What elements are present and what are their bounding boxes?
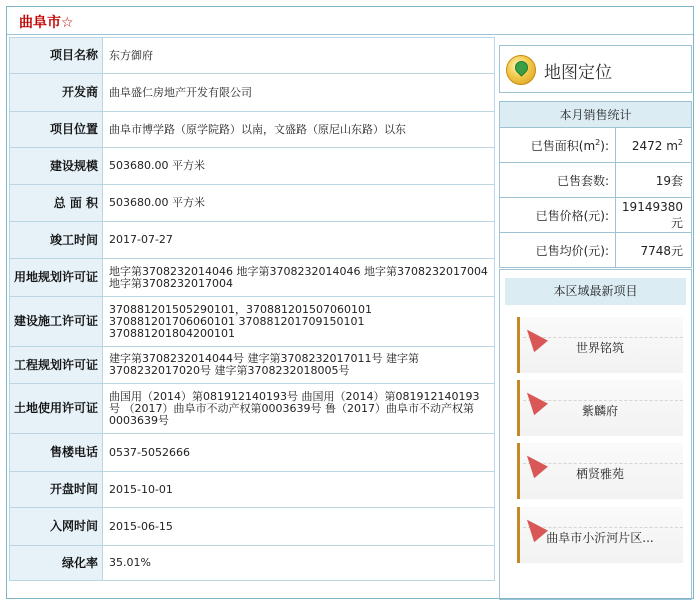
project-card[interactable] xyxy=(517,317,683,373)
row-completion xyxy=(10,222,495,259)
value-green-rate: 35.01% xyxy=(103,546,495,581)
avg-price-label: 已售均价(元): xyxy=(500,233,616,268)
value-land-planning-permit: 地字第3708232014046 地字第3708232014046 地字第3708232017004 地字第3708232017004 xyxy=(103,259,495,297)
row-total-area xyxy=(10,185,495,222)
sold-area-label-sup: 2 xyxy=(595,137,601,147)
value-location: 曲阜市博学路（原学院路）以南，文盛路（原尼山东路）以东 xyxy=(103,112,495,148)
label-location: 项目位置 xyxy=(10,112,103,148)
sold-area-value-sup: 2 xyxy=(677,137,683,147)
sold-units-value: 19套 xyxy=(616,163,692,198)
label-sales-phone: 售楼电话 xyxy=(10,434,103,472)
value-developer: 曲阜盛仁房地产开发有限公司 xyxy=(103,74,495,112)
value-construction-permit: 370881201505290101，370881201507060101 370881201706060101 370881201709150101 370881201804200101 xyxy=(103,297,495,347)
sold-area-value-text: 2472 m xyxy=(631,138,678,153)
project-card[interactable] xyxy=(517,443,683,499)
project-name: 栖贤雅苑 xyxy=(575,467,624,481)
label-engineering-permit: 工程规划许可证 xyxy=(10,347,103,384)
value-sales-phone: 0537-5052666 xyxy=(103,434,495,472)
sales-title: 本月销售统计 xyxy=(500,102,692,128)
value-land-use-permit: 曲国用（2014）第081912140193号 曲国用（2014）第081912140193号 （2017）曲阜市不动产权第0003639号 鲁（2017）曲阜市不动产权第0003639号 xyxy=(103,384,495,434)
project-card[interactable] xyxy=(517,380,683,436)
sold-area-label-text: 已售面积(m xyxy=(530,138,596,153)
label-land-use-permit: 土地使用许可证 xyxy=(10,384,103,434)
map-globe-icon xyxy=(506,55,536,85)
value-engineering-permit: 建字第3708232014044号 建字第3708232017011号 建字第3708232017020号 建字第3708232018005号 xyxy=(103,347,495,384)
new-projects-panel xyxy=(499,269,692,600)
monthly-sales-table xyxy=(499,101,692,268)
sold-area-value xyxy=(616,128,692,163)
value-listing-date: 2015-06-15 xyxy=(103,508,495,546)
sold-area-label xyxy=(500,128,616,163)
row-land-planning-permit xyxy=(10,259,495,297)
value-build-scale: 503680.00 平方米 xyxy=(103,148,495,185)
row-build-scale xyxy=(10,148,495,185)
label-total-area: 总 面 积 xyxy=(10,185,103,222)
sold-price-label: 已售价格(元): xyxy=(500,198,616,233)
sales-row-area xyxy=(500,128,692,163)
project-card[interactable] xyxy=(517,507,683,563)
label-green-rate: 绿化率 xyxy=(10,546,103,581)
map-location-label: 地图定位 xyxy=(544,63,612,83)
value-completion: 2017-07-27 xyxy=(103,222,495,259)
project-name: 紫麟府 xyxy=(581,404,618,418)
row-sales-phone xyxy=(10,434,495,472)
label-project-name: 项目名称 xyxy=(10,38,103,74)
row-green-rate xyxy=(10,546,495,581)
row-opening-date xyxy=(10,472,495,508)
sold-area-label-close: ): xyxy=(600,138,609,153)
avg-price-value: 7748元 xyxy=(616,233,692,268)
row-developer xyxy=(10,74,495,112)
label-completion: 竣工时间 xyxy=(10,222,103,259)
label-build-scale: 建设规模 xyxy=(10,148,103,185)
value-opening-date: 2015-10-01 xyxy=(103,472,495,508)
project-name: 世界铭筑 xyxy=(575,341,624,355)
label-construction-permit: 建设施工许可证 xyxy=(10,297,103,347)
label-land-planning-permit: 用地规划许可证 xyxy=(10,259,103,297)
label-opening-date: 开盘时间 xyxy=(10,472,103,508)
sales-row-avg xyxy=(500,233,692,268)
sales-row-units xyxy=(500,163,692,198)
map-location-button[interactable] xyxy=(499,45,692,93)
sold-units-label: 已售套数: xyxy=(500,163,616,198)
sold-price-value: 19149380元 xyxy=(616,198,692,233)
row-engineering-permit xyxy=(10,347,495,384)
value-project-name: 东方御府 xyxy=(103,38,495,74)
label-developer: 开发商 xyxy=(10,74,103,112)
project-detail-frame xyxy=(6,6,694,599)
row-project-name xyxy=(10,38,495,74)
project-name: 曲阜市小沂河片区... xyxy=(546,531,654,545)
row-location xyxy=(10,112,495,148)
sales-row-price xyxy=(500,198,692,233)
label-listing-date: 入网时间 xyxy=(10,508,103,546)
page-title: 曲阜市☆ xyxy=(19,15,74,31)
sales-header-row xyxy=(500,102,692,128)
row-construction-permit xyxy=(10,297,495,347)
value-total-area: 503680.00 平方米 xyxy=(103,185,495,222)
title-bar xyxy=(7,7,693,35)
row-land-use-permit xyxy=(10,384,495,434)
row-listing-date xyxy=(10,508,495,546)
map-pin-icon xyxy=(512,58,530,76)
project-info-table xyxy=(9,37,495,581)
new-projects-title: 本区域最新项目 xyxy=(505,278,686,305)
